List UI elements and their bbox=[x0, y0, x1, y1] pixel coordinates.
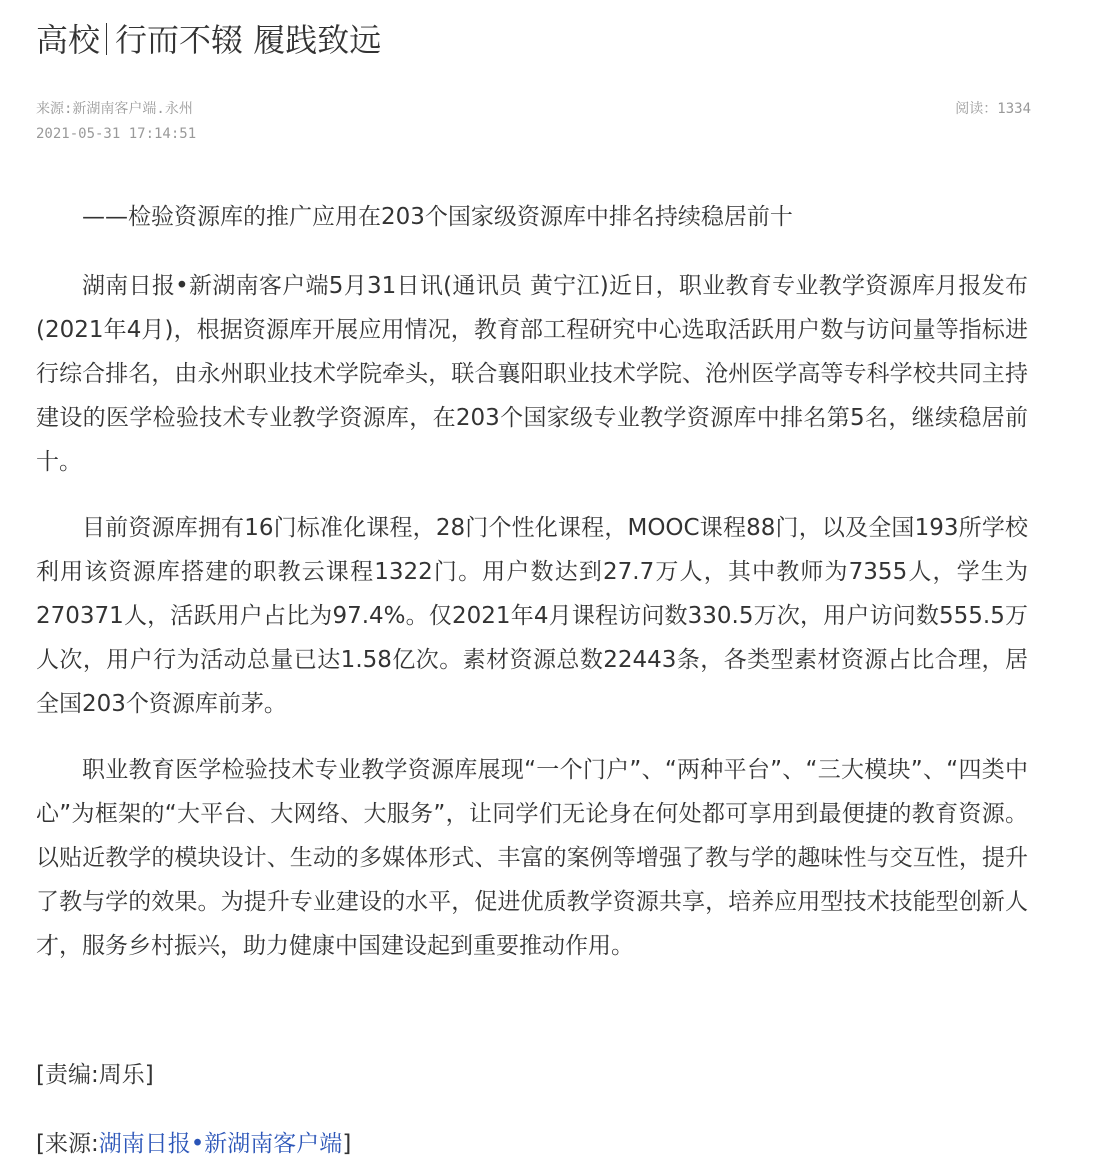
article-body bbox=[36, 195, 1028, 990]
article-paragraph: 目前资源库拥有16门标准化课程，28门个性化课程，MOOC课程88门，以及全国193所学校利用该资源库搭建的职教云课程1322门。用户数达到27.7万人，其中教师为7355人，学生为270371人，活跃用户占比为97.4%。仅2021年4月课程访问数330.5万次，用户访问数555.5万人次，用户行为活动总量已达1.58亿次。素材资源总数22443条，各类型素材资源占比合理，居全国203个资源库前茅。 bbox=[36, 515, 1028, 717]
title-category: 高校 bbox=[36, 21, 101, 59]
footer-source-suffix: ] bbox=[342, 1131, 352, 1157]
read-count: 阅读：1334 bbox=[955, 101, 1031, 117]
article-datetime: 2021-05-31 17:14:51 bbox=[36, 126, 197, 142]
article-subtitle: ——检验资源库的推广应用在203个国家级资源库中排名持续稳居前十 bbox=[82, 204, 793, 230]
editor-credit: [责编:周乐] bbox=[36, 1062, 154, 1088]
title-divider bbox=[106, 23, 107, 55]
article-title bbox=[36, 18, 381, 62]
article-paragraph: 湖南日报•新湖南客户端5月31日讯(通讯员 黄宁江)近日，职业教育专业教学资源库月报发布(2021年4月)，根据资源库开展应用情况，教育部工程研究中心选取活跃用户数与访问量等指标进行综合排名，由永州职业技术学院牵头，联合襄阳职业技术学院、沧州医学高等专科学校共同主持建设的医学检验技术专业教学资源库，在203个国家级专业教学资源库中排名第5名，继续稳居前十。 bbox=[36, 273, 1028, 475]
article-paragraph: 职业教育医学检验技术专业教学资源库展现“一个门户”、“两种平台”、“三大模块”、“四类中心”为框架的“大平台、大网络、大服务”，让同学们无论身在何处都可享用到最便捷的教育资源。以贴近教学的模块设计、生动的多媒体形式、丰富的案例等增强了教与学的趣味性与交互性，提升了教与学的效果。为提升专业建设的水平，促进优质教学资源共享，培养应用型技术技能型创新人才，服务乡村振兴，助力健康中国建设起到重要推动作用。 bbox=[36, 757, 1028, 959]
footer-source-link[interactable]: 湖南日报•新湖南客户端 bbox=[98, 1131, 343, 1157]
title-text: 行而不辍 履践致远 bbox=[115, 21, 382, 59]
footer-source-prefix: [来源: bbox=[36, 1131, 99, 1157]
article-source: 来源:新湖南客户端.永州 bbox=[36, 101, 193, 117]
footer-source bbox=[36, 1122, 351, 1166]
